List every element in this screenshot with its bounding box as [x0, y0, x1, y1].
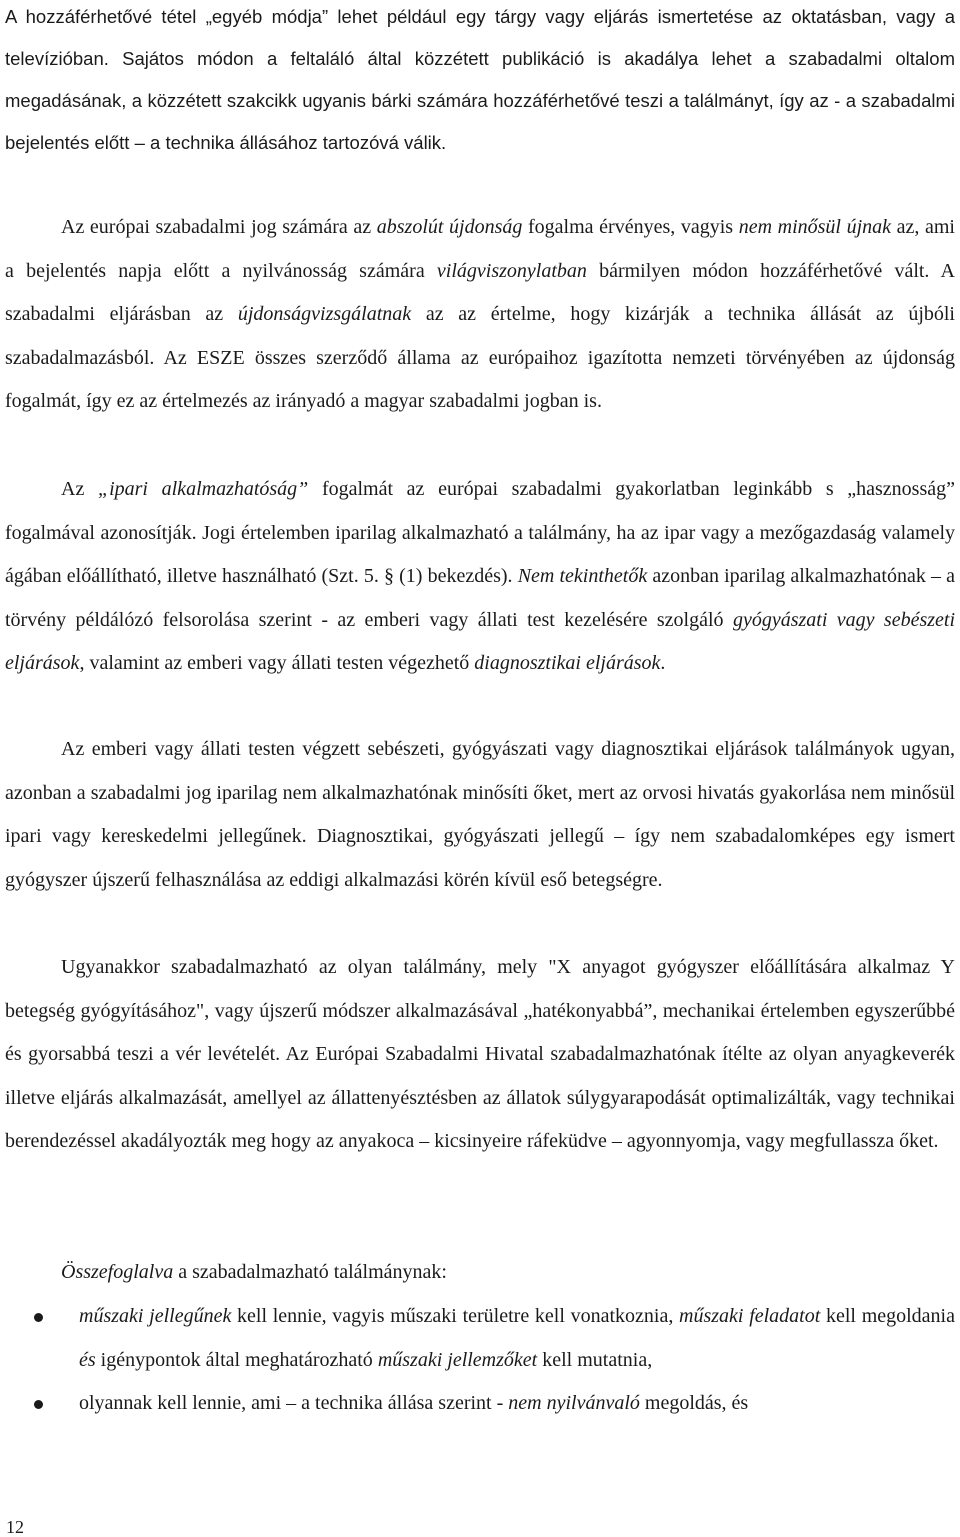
emphasis: műszaki jellemzőket: [377, 1348, 538, 1371]
text: olyannak kell lennie, ami – a technika állása szerint -: [79, 1392, 509, 1414]
text: a szabadalmazható találmánynak:: [173, 1261, 447, 1283]
emphasis: újdonságvizsgálatnak: [237, 303, 412, 325]
emphasis: és: [79, 1348, 96, 1371]
text: , valamint az emberi vagy állati testen végezhető: [79, 652, 475, 674]
emphasis: Összefoglalva: [61, 1261, 174, 1283]
emphasis: műszaki feladatot: [679, 1305, 821, 1327]
list-item: [0, 1295, 955, 1382]
emphasis: műszaki jellegűnek: [79, 1305, 232, 1327]
paragraph-disclosure: [5, 0, 955, 164]
text: bármilyen módon hozzáférhetővé vált.: [586, 259, 930, 282]
emphasis: Nem tekinthetők: [517, 565, 648, 587]
list-item: [0, 1382, 955, 1426]
text: az, ami a bejelentés napja előtt a nyilvánosság számára: [5, 216, 955, 282]
paragraph-patentable-examples: [5, 946, 955, 1164]
text: azonban iparilag alkalmazhatónak – a törvény példálózó felsorolása szerint - az emberi vagy állati test kezelésére szolgáló: [5, 565, 955, 631]
paragraph-summary-intro: [5, 1251, 955, 1295]
text: Az: [61, 478, 98, 500]
text: Az európai szabadalmi jog számára az: [61, 216, 377, 238]
emphasis: nem minősül újnak: [738, 216, 892, 238]
emphasis: világviszonylatban: [436, 259, 587, 282]
text: kell lennie, vagyis műszaki területre kell vonatkoznia,: [231, 1305, 680, 1327]
text: igénypontok által meghatározható: [95, 1348, 378, 1371]
bullet-icon: [34, 1313, 43, 1322]
text: .: [660, 652, 666, 674]
text: kell mutatnia,: [537, 1348, 653, 1371]
text: Az emberi vagy állati testen végzett sebészeti, gyógyászati vagy diagnosztikai eljárások találmányok ugyan, azonban a szabadalmi jog iparilag nem alkalmazhatónak minősíti őket, mert az orvosi hivatás gyakorlása nem minősül ipari vagy kereskedelmi jellegűnek. Diagnosztikai, gyógyászati jellegű – így nem szabadalomképes egy ismert gyógyszer újszerű felhasználása az eddigi alkalmazási körén kívül eső betegségre.: [5, 738, 955, 891]
paragraph-absolute-novelty: [5, 206, 955, 424]
page-number: 12: [6, 1517, 24, 1537]
text: az az értelme, hogy kizárják a technika állását az újbóli szabadalmazásból. Az ESZE összes szerződő állama az európaihoz igazította nemzeti törvényében az újdonság fogalmát, így ez az értelmezés az irányadó a magyar szabadalmi jogban is.: [5, 303, 955, 412]
emphasis: gyógyászati vagy sebészeti eljárások: [5, 608, 956, 674]
paragraph-medical-methods: [5, 728, 955, 902]
bullet-icon: [34, 1400, 43, 1409]
text: kell megoldania: [820, 1305, 955, 1327]
emphasis: diagnosztikai eljárások: [474, 652, 661, 674]
paragraph-industrial-applicability: [5, 468, 955, 686]
requirements-list: [0, 1295, 960, 1426]
emphasis: „ipari alkalmazhatóság”: [97, 478, 309, 500]
emphasis: abszolút újdonság: [376, 216, 523, 238]
text: Ugyanakkor szabadalmazható az olyan találmány, mely "X anyagot gyógyszer előállítására alkalmaz Y betegség gyógyításához", vagy újszerű módszer alkalmazásával „hatékonyabbá”, mechanikai értelemben egyszerűbbé és gyorsabbá teszi a vér levételét. Az Európai Szabadalmi Hivatal szabadalmazhatónak ítélte az olyan anyagkeverék illetve eljárás alkalmazását, amellyel az állattenyésztésben az állatok súlygyarapodását optimalizálták, vagy technikai berendezéssel akadályozták meg hogy az anyakoca – kicsinyeire ráfeküdve – agyonnyomja, vagy megfullassza őket.: [5, 956, 955, 1152]
text: fogalma érvényes, vagyis: [522, 216, 739, 238]
text: fogalmát az európai szabadalmi gyakorlatban leginkább s „hasznosság” fogalmával azonosítják. Jogi értelemben iparilag alkalmazható a találmány, ha az ipar vagy a mezőgazdaság valamely ágában előállítható, illetve használható (Szt. 5. § (1) bekezdés).: [5, 478, 955, 587]
text: megoldás, és: [639, 1392, 749, 1414]
text: A hozzáférhetővé tétel „egyéb módja” lehet például egy tárgy vagy eljárás ismertetése az oktatásban, vagy a televízióban. Sajátos módon a feltaláló által közzétett publikáció is akadálya lehet a szabadalmi oltalom megadásának, a közzétett szakcikk ugyanis bárki számára hozzáférhetővé teszi a találmányt, így az - a szabadalmi bejelentés előtt – a technika állásához tartozóvá válik.: [5, 6, 955, 153]
emphasis: nem nyilvánvaló: [508, 1392, 640, 1414]
text: A szabadalmi eljárásban az: [5, 259, 955, 325]
